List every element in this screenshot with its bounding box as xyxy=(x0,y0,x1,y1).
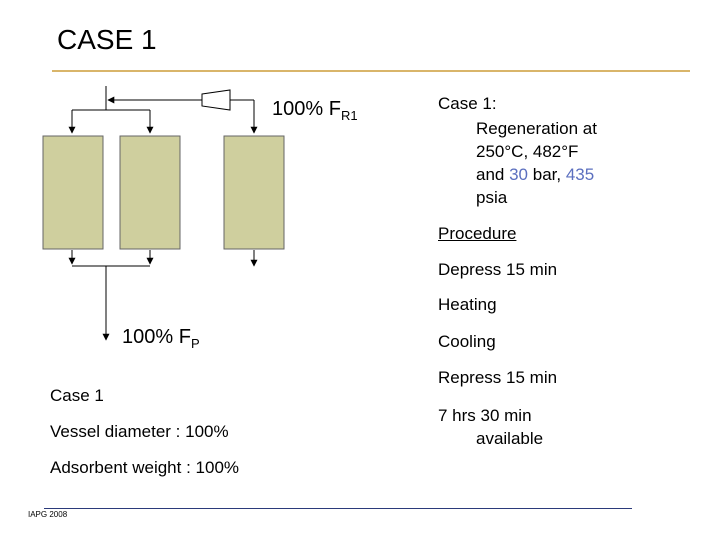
procedure-step: Repress 15 min xyxy=(438,368,558,387)
product-flow-label: 100% $F_P$ xyxy=(122,326,200,351)
case-heading: Case 1: xyxy=(438,94,497,113)
procedure-step: Cooling xyxy=(438,332,496,351)
procedure-step: Depress 15 min xyxy=(438,260,558,279)
compressor-icon xyxy=(202,90,230,110)
vessel-1 xyxy=(43,136,103,249)
vessel-3 xyxy=(224,136,284,249)
procedure-heading: Procedure xyxy=(438,224,517,243)
procedure-step: Heating xyxy=(438,295,497,314)
adsorbent-weight-text: Adsorbent weight : 100% xyxy=(50,458,240,477)
left-case-label: Case 1 xyxy=(50,386,104,405)
vessel-diameter-text: Vessel diameter : 100% xyxy=(50,422,229,441)
footer-label: IAPG 2008 xyxy=(28,510,68,519)
vessel-2 xyxy=(120,136,180,249)
footer-divider xyxy=(44,508,632,509)
available-time: 7 hrs 30 min available xyxy=(438,406,544,448)
feed-flow-label: 100% $F_{R1}$ xyxy=(272,98,358,123)
case-description: Regeneration at 250°C, 482°F and 30 bar, 435 psia xyxy=(476,119,597,207)
slide-title: CASE 1 xyxy=(57,24,157,55)
